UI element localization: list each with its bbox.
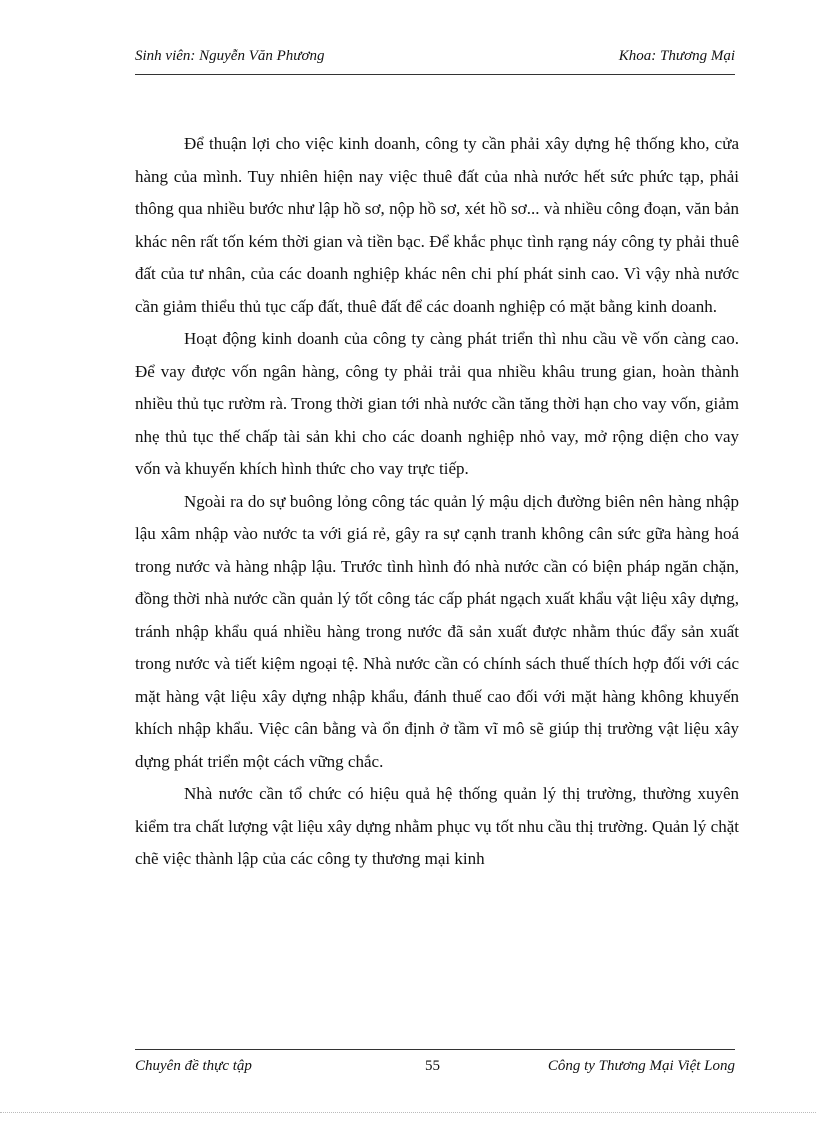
paragraph-capital: Hoạt động kinh doanh của công ty càng phát triển thì nhu cầu về vốn càng cao. Để vay được vốn ngân hàng, công ty phải trải qua nhiều khâu trung gian, hoàn thành nhiều thủ tục rườm rà. Trong thời gian tới nhà nước cần tăng thời hạn cho vay vốn, giảm nhẹ thủ tục thế chấp tài sản khi cho các doanh nghiệp nhỏ vay, mở rộng diện cho vay vốn và khuyến khích hình thức cho vay trực tiếp. [135, 329, 739, 478]
header-student-name: Sinh viên: Nguyễn Văn Phương [135, 48, 325, 64]
body-text [135, 128, 739, 876]
footer-report-title: Chuyên đề thực tập [135, 1058, 252, 1074]
paragraph-smuggling: Ngoài ra do sự buông lỏng công tác quản lý mậu dịch đường biên nên hàng nhập lậu xâm nhập vào nước ta với giá rẻ, gây ra sự cạnh tranh không cân sức gữa hàng hoá trong nước và hàng nhập lậu. Trước tình hình đó nhà nước cần có biện pháp ngăn chặn, đồng thời nhà nước cần quản lý tốt công tác cấp phát ngạch xuất khẩu vật liệu xây dựng, tránh nhập khẩu quá nhiều hàng trong nước đã sản xuất được nhằm thúc đẩy sản xuất trong nước và tiết kiệm ngoại tệ. Nhà nước cần có chính sách thuế thích hợp đối với các mặt hàng vật liệu xây dựng nhập khẩu, đánh thuế cao đối với mặt hàng không khuyến khích nhập khẩu. Việc cân bằng và ổn định ở tầm vĩ mô sẽ giúp thị trường vật liệu xây dựng phát triển một cách vững chắc. [135, 491, 739, 771]
page-number: 55 [425, 1058, 440, 1074]
page-footer [135, 1058, 735, 1080]
footer-divider [135, 1049, 735, 1050]
page-header [135, 48, 735, 70]
header-faculty: Khoa: Thương Mại [618, 48, 735, 64]
paragraph-market-management: Nhà nước cần tổ chức có hiệu quả hệ thống quản lý thị trường, thường xuyên kiểm tra chất lượng vật liệu xây dựng nhằm phục vụ tốt nhu cầu thị trường. Quản lý chặt chẽ việc thành lập của các công ty thương mại kinh [135, 784, 739, 868]
paragraph-land: Để thuận lợi cho việc kinh doanh, công ty cần phải xây dựng hệ thống kho, cửa hàng của mình. Tuy nhiên hiện nay việc thuê đất của nhà nước hết sức phức tạp, phải thông qua nhiều bước như lập hồ sơ, nộp hồ sơ, xét hồ sơ... và nhiều công đoạn, văn bản khác nên rất tốn kém thời gian và tiền bạc. Để khắc phục tình rạng náy công ty phải thuê đất của tư nhân, của các doanh nghiệp khác nên chi phí phát sinh cao. Vì vậy nhà nước cần giảm thiểu thủ tục cấp đất, thuê đất để các doanh nghiệp có mặt bằng kinh doanh. [135, 134, 739, 316]
page-edge-divider [0, 1112, 816, 1113]
footer-company: Công ty Thương Mại Việt Long [547, 1058, 735, 1074]
header-divider [135, 74, 735, 75]
